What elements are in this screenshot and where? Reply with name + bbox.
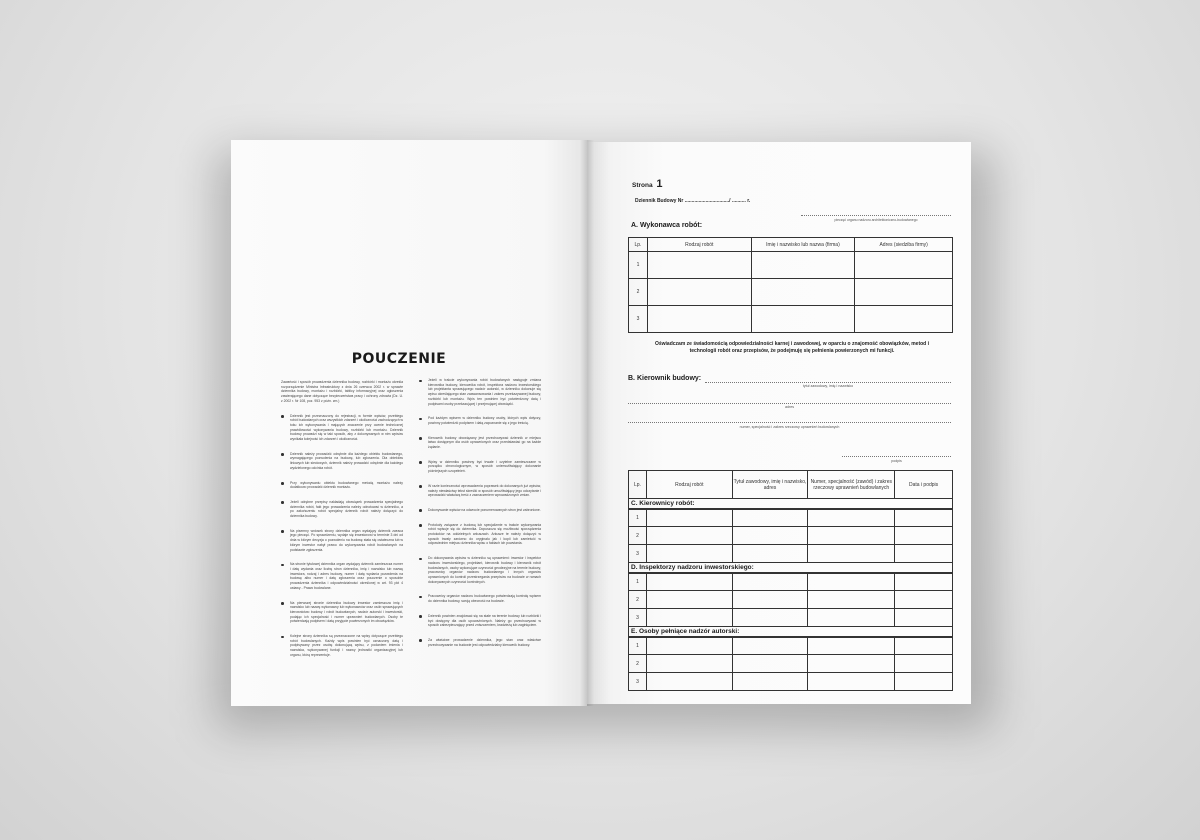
signature-input-line[interactable]: [842, 456, 951, 457]
page-number-label: Strona: [632, 182, 653, 189]
license-input-line[interactable]: [628, 422, 951, 423]
supervisors-table: [628, 470, 953, 691]
table-cell[interactable]: [732, 655, 808, 673]
diary-number-line: Dziennik Budowy Nr ................................/ .......... r.: [635, 198, 751, 204]
table-cell[interactable]: [808, 609, 895, 627]
table-cell[interactable]: [732, 609, 808, 627]
row-number: 3: [629, 545, 647, 563]
table-cell[interactable]: [808, 637, 895, 655]
row-number: 3: [629, 306, 648, 333]
table-cell[interactable]: [646, 609, 732, 627]
row-number: 1: [629, 573, 647, 591]
table-cell[interactable]: [732, 527, 808, 545]
signature-caption: podpis: [891, 459, 902, 463]
table-cell[interactable]: [855, 279, 953, 306]
left-page: [231, 140, 587, 706]
bullet-paragraph: Jeżeli odrębne przepisy nakładają obowiązek prowadzenia specjalnego dziennika robót, fakt jego prowadzenia należy odnotować w dzienniku, a po zakończeniu robót specjalny dziennik robót należy dołączyć do dziennika budowy.: [281, 500, 403, 519]
table-cell[interactable]: [895, 591, 953, 609]
table-cell[interactable]: [732, 591, 808, 609]
row-number: 1: [629, 637, 647, 655]
table-cell[interactable]: [808, 545, 895, 563]
page-title: POUCZENIE: [351, 351, 447, 367]
row-number: 3: [629, 673, 647, 691]
bullet-paragraph: Kolejne strony dziennika są przeznaczone na wpisy dotyczące przebiegu robót budowlanych. Każdy wpis powinien być oznaczony datą i podpisywany przez osobę dokonującą wpisu, z podaniem imienia i nazwiska, wykonywanej funkcji i nazwy jednostki organizacyjnej lub organu, którą reprezentuje.: [281, 634, 403, 658]
right-page: [587, 142, 971, 704]
table-cell[interactable]: [646, 591, 732, 609]
table-cell[interactable]: [732, 573, 808, 591]
bullet-paragraph: W razie konieczności wprowadzenia poprawek do dokonanych już wpisów, należy niewłaściwy tekst skreślić w sposób umożliwiający jego odczytanie i wprowadzić właściwą treść z zaznaczeniem wprowadzonych zmian.: [419, 484, 541, 498]
table-cell[interactable]: [751, 252, 855, 279]
table-cell[interactable]: [646, 527, 732, 545]
table-row: [629, 252, 953, 279]
table-header-row: [629, 238, 953, 252]
bullet-paragraph: Dokonywanie wpisów na odwrocie ponumerowanych stron jest zabronione.: [419, 508, 541, 513]
bullet-paragraph: Pracownicy organów nadzoru budowlanego potwierdzają kontrolę wpisem do dziennika budowy, swoją obecność na budowie.: [419, 594, 541, 603]
row-number: 2: [629, 655, 647, 673]
table-cell[interactable]: [895, 509, 953, 527]
bullet-paragraph: Na stronie tytułowej dziennika organ wydający dziennik zamieszcza numer i datę wydania oraz liczbę stron dziennika, imię i nazwisko lub nazwę inwestora, rodzaj i adres budowy, numer i datę wydania pozwolenia na budowę albo numer i datę zgłoszenia oraz pouczenie o sposobie prowadzenia dziennika i odpowiedzialności określonej w art. 93 pkt 4 ustawy - Prawo budowlane.: [281, 562, 403, 590]
row-number: 1: [629, 509, 647, 527]
col-header-address: Adres (siedziba firmy): [855, 238, 953, 252]
table-row: [629, 509, 953, 527]
table-cell[interactable]: [647, 252, 751, 279]
section-b-heading: B. Kierownik budowy:: [628, 375, 702, 382]
table-cell[interactable]: [732, 509, 808, 527]
table-cell[interactable]: [646, 673, 732, 691]
bullet-paragraph: Dziennik powinien znajdować się na stałe na terenie budowy lub rozbiórki i być dostępny dla osób upoważnionych. Należy go przechowywać w sposób zabezpieczający przed zniszczeniem, kradzieżą lub zaginięciem.: [419, 614, 541, 628]
section-row: [629, 563, 953, 573]
table-cell[interactable]: [855, 252, 953, 279]
bullet-paragraph: Kierownik budowy obowiązany jest przechowywać dziennik w miejscu łatwo dostępnym dla osób uprawnionych oraz przedstawiać go na każde żądanie.: [419, 436, 541, 450]
address-input-line[interactable]: [628, 403, 951, 404]
table-row: [629, 545, 953, 563]
table-cell[interactable]: [646, 637, 732, 655]
book-spine-shadow: [580, 140, 594, 706]
section-row: [629, 499, 953, 509]
table-cell[interactable]: [895, 573, 953, 591]
intro-paragraph: Zawartość i sposób prowadzenia dziennika budowy, rozbiórki i montażu określa rozporządzenie Ministra Infrastruktury z dnia 26 czerwca 2002 r. w sprawie dziennika budowy, montażu i rozbiórki, tablicy informacyjnej oraz ogłoszenia zawierającego dane dotyczące bezpieczeństwa pracy i ochrony zdrowia (Dz. U. z 2002 r. Nr 108, poz. 953 z późn. zm.): [281, 380, 403, 403]
table-row: [629, 673, 953, 691]
table-cell[interactable]: [646, 573, 732, 591]
table-row: [629, 527, 953, 545]
table-cell[interactable]: [732, 545, 808, 563]
row-number: 1: [629, 252, 648, 279]
section-a-heading: A. Wykonawca robót:: [631, 222, 703, 229]
table-cell[interactable]: [646, 545, 732, 563]
seal-caption: pieczęć organu nadzoru architektoniczno-budowlanego: [834, 218, 918, 222]
table-cell[interactable]: [808, 673, 895, 691]
table-cell[interactable]: [895, 609, 953, 627]
table-row: [629, 637, 953, 655]
row-number: 3: [629, 609, 647, 627]
col-header-lp: Lp.: [629, 471, 647, 499]
row-number: 2: [629, 591, 647, 609]
row-number: 2: [629, 279, 648, 306]
bullet-paragraph: Protokoły związane z budową lub specjalizmie w trakcie wykonywania robót wpisuje się do dziennika. Dopuszcza się możliwość sporządzenia protokołów na oddzielnych arkuszach. Arkusze te należy dołączyć w sposób trwały zarówno do oryginału jak i kopii lub zamieścić w odpowiednim miejscu dziennika wpisu o faktach ich powstania.: [419, 523, 541, 547]
bullet-paragraph: Jeżeli w trakcie wykonywania robót budowlanych następuje zmiana kierownika budowy, kierownika robót, inspektora nadzoru inwestorskiego lub projektanta sprawującego nadzór autorski, w dzienniku dokonuje się wpisu określającego stan zaawansowania i zakres przekazywanej budowy, rozbiórki lub montażu. Wpis ten powinien być potwierdzony datą i podpisami osoby przekazującej i przejmującej obowiązki.: [419, 378, 541, 406]
table-header-row: [629, 471, 953, 499]
table-row: [629, 655, 953, 673]
table-cell[interactable]: [895, 637, 953, 655]
section-c-heading: C. Kierownicy robót:: [629, 499, 953, 509]
col-header-license: Numer, specjalność (zawód) i zakres rzeczowy uprawnień budowlanych: [808, 471, 895, 499]
col-header-title-name: Tytuł zawodowy, imię i nazwisko, adres: [732, 471, 808, 499]
name-input-line[interactable]: [705, 382, 951, 383]
col-header-date-signature: Data i podpis: [895, 471, 953, 499]
col-header-name: Imię i nazwisko lub nazwa (firma): [751, 238, 855, 252]
table-cell[interactable]: [895, 673, 953, 691]
table-cell[interactable]: [808, 527, 895, 545]
bullet-paragraph: Na pierwszej stronie dziennika budowy inwestor zamieszcza imię i nazwisko lub nazwę wykonawcy lub wykonawców oraz osób sprawujących kierownictwo budowy i robót budowlanych, nadzór autorski i inwestorski, podając ich specjalność i numer uprawnień budowlanych. Osoby te potwierdzają podpisem i datą przyjęcie powierzonych im obowiązków.: [281, 601, 403, 625]
table-cell[interactable]: [751, 279, 855, 306]
table-cell[interactable]: [732, 637, 808, 655]
table-cell[interactable]: [895, 527, 953, 545]
declaration-text: Oświadczam ze świadomością odpowiedzialności karnej i zawodowej, w oparciu o znajomość obowiązków, metod i technologii robót oraz przepisów, że podejmuję się pełnienia powierzonych mi funkcji.: [654, 341, 930, 354]
bullet-paragraph: Dziennik należy prowadzić odrębnie dla każdego obiektu budowlanego, wymagającego pozwolenia na budowę, lub zgłoszenia. Dla obiektów liniowych lub sieciowych, dziennik należy prowadzić odrębnie dla każdego wydzielonego odcinka robót.: [281, 452, 403, 471]
table-row: [629, 609, 953, 627]
bullet-paragraph: Wpisy w dzienniku powinny być trwałe i czytelne zamieszczane w porządku chronologicznym, w sposób uniemożliwiający dokonanie późniejszych uzupełnień.: [419, 460, 541, 474]
table-cell[interactable]: [895, 655, 953, 673]
seal-dotted-line: [801, 215, 951, 216]
bullet-paragraph: Do dokonywania wpisów w dzienniku są uprawnieni: inwestor i inspektor nadzoru inwestorskiego, projektant, kierownik budowy i kierownik robót budowlanych, osoby wykonujące czynności geodezyjne na terenie budowy, pracownicy organów nadzoru budowlanego i innych organów uprawnionych do kontroli przestrzegania przepisów na budowie w ramach dokonywanych czynności kontrolnych.: [419, 556, 541, 584]
license-caption: numer, specjalność i zakres rzeczowy uprawnień budowlanych: [739, 425, 840, 429]
table-cell[interactable]: [647, 279, 751, 306]
table-cell[interactable]: [895, 545, 953, 563]
table-cell[interactable]: [732, 673, 808, 691]
bullet-paragraph: Pod każdym wpisem w dzienniku budowy osoby, których wpis dotyczy, powinny potwierdzić podpisem i datą zapoznanie się z jego treścią.: [419, 416, 541, 425]
text-column-left: [281, 380, 403, 668]
section-e-heading: E. Osoby pełniące nadzór autorski:: [629, 627, 953, 637]
row-number: 2: [629, 527, 647, 545]
section-row: [629, 627, 953, 637]
bullet-paragraph: Za właściwe prowadzenie dziennika, jego stan oraz właściwe przechowywanie na budowie jest odpowiedzialny kierownik budowy.: [419, 638, 541, 647]
table-cell[interactable]: [808, 573, 895, 591]
contractor-table: [628, 237, 953, 333]
table-row: [629, 279, 953, 306]
table-cell[interactable]: [646, 509, 732, 527]
text-column-right: [419, 378, 541, 657]
table-cell[interactable]: [855, 306, 953, 333]
page-number: [632, 178, 663, 190]
bullet-paragraph: Na pisemny wniosek strony dziennika organ wydający dziennik zwraca jego pieczęć. Po sprawdzeniu, wydaje się inwestorowi w terminie 3 dni od dnia w którym decyzja o pozwoleniu na budowę stała się ostateczna lub w którym inwestor nabył prawo do wykonywania robót budowlanych na podstawie zgłoszenia.: [281, 529, 403, 553]
table-cell[interactable]: [808, 655, 895, 673]
table-row: [629, 306, 953, 333]
name-caption: tytuł zawodowy, imię i nazwisko: [802, 384, 854, 388]
table-cell[interactable]: [646, 655, 732, 673]
page-number-value: 1: [656, 178, 663, 190]
section-d-heading: D. Inspektorzy nadzoru inwestorskiego:: [629, 563, 953, 573]
table-cell[interactable]: [751, 306, 855, 333]
table-cell[interactable]: [808, 591, 895, 609]
table-row: [629, 573, 953, 591]
table-cell[interactable]: [647, 306, 751, 333]
col-header-work-type: Rodzaj robót: [646, 471, 732, 499]
col-header-lp: Lp.: [629, 238, 648, 252]
col-header-work-type: Rodzaj robót: [647, 238, 751, 252]
bullet-paragraph: Dziennik jest przeznaczony do rejestracji, w formie wpisów, przebiegu robót budowlanych oraz wszystkich zdarzeń i okoliczności zachodzących w toku ich wykonywania i mających znaczenie przy ocenie technicznej prawidłowości wykonywania budowy, rozbiórki lub montażu. Dziennik budowy prowadzi się w taki sposób, aby z dokonywanych w nim wpisów wynikała kolejność ich zdarzeń i okoliczności.: [281, 414, 403, 442]
bullet-paragraph: Przy wykonywaniu obiektu budowlanego metodą montażu należy dodatkowo prowadzić dziennik montażu.: [281, 481, 403, 490]
table-cell[interactable]: [808, 509, 895, 527]
table-row: [629, 591, 953, 609]
address-caption: adres: [785, 405, 794, 409]
